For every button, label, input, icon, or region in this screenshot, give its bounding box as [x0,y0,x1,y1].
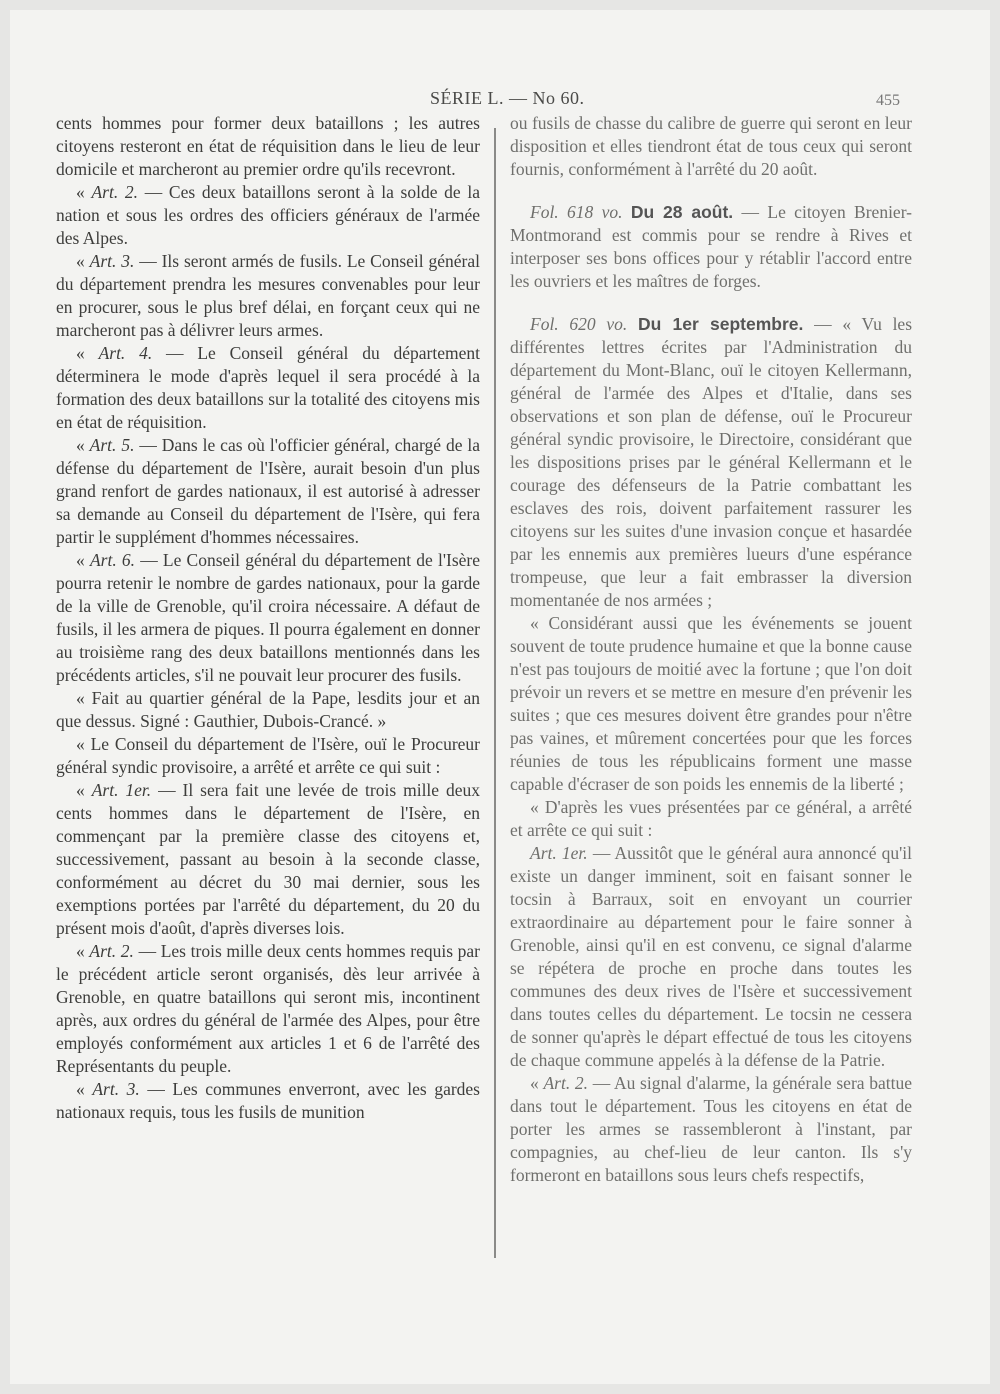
paragraph: « Art. 2. — Ces deux bataillons seront à la solde de la nation et sous les ordres des officiers généraux de l'armée des Alpes. [56,182,481,248]
register-entry: Fol. 618 vo. Du 28 août. — Le citoyen Brenier-Montmorand est commis pour se rendre à Rives et interposer ses bons offices pour y rétablir l'accord entre les ouvriers et les maîtres de forges. [510,202,912,291]
right-column [510,112,912,1187]
left-column [56,112,480,1124]
page-header [10,88,990,114]
paragraph: « Art. 2. — Au signal d'alarme, la générale sera battue dans tout le département. Tous les citoyens en état de porter les armes se rassembleront à l'instant, par compagnies, au chef-lieu de leur canton. Ils s'y formeront en bataillons sous leurs chefs respectifs, [510,1073,912,1185]
register-entry: Fol. 620 vo. Du 1er septembre. — « Vu les différentes lettres écrites par l'Administration du département du Mont-Blanc, ouï le citoyen Kellermann, général de l'armée des Alpes et d'Italie, dans ses observations et son plan de défense, ouï le Procureur général syndic provisoire, le Directoire, considérant que les dispositions prises par le général Kellermann et le courage des défenseurs de la Patrie combattant les esclaves des rois, doivent parfaitement rassurer les citoyens sur les suites d'une invasion conçue et hasardée par les ennemis aux premières lueurs d'une espérance trompeuse, que leur a fait embrasser la diversion momentanée de nos armées ; [510,314,913,610]
paragraph: « Art. 6. — Le Conseil général du département de l'Isère pourra retenir le nombre de gardes nationaux, pour la garde de la ville de Grenoble, qu'il croira nécessaire. A défaut de fusils, il les armera de piques. Il pourra également en donner au troisième rang des deux bataillons mentionnés dans les précédents articles, s'il ne pouvait leur procurer des fusils. [56,550,480,685]
paragraph: cents hommes pour former deux bataillons ; les autres citoyens resteront en état de réquisition dans le lieu de leur domicile et marcheront au premier ordre qu'ils recevront. [56,113,480,179]
page-number: 455 [876,92,900,109]
paragraph: « Fait au quartier général de la Pape, lesdits jour et an que dessus. Signé : Gauthier, Dubois-Crancé. » [56,688,481,731]
paragraph: « Art. 5. — Dans le cas où l'officier général, chargé de la défense du département de l'Isère, aurait besoin d'un plus grand renfort de gardes nationaux, il est autorisé à adresser sa demande au Conseil du département de l'Isère, qui fera partir le supplément d'hommes nécessaires. [56,435,480,547]
paragraph: « Art. 4. — Le Conseil général du département déterminera le mode d'après lequel il sera procédé à la formation des deux bataillons sur la totalité des citoyens mis en état de réquisition. [56,343,480,432]
folio-ref: Fol. 620 vo. [530,314,628,334]
column-divider [494,128,496,1258]
running-title: SÉRIE L. — No 60. [430,88,585,108]
paragraph: « Art. 2. — Les trois mille deux cents hommes requis par le précédent article seront organisés, dès leur arrivée à Grenoble, en quatre bataillons qui seront mis, incontinent après, aux ordres du général de l'armée des Alpes, pour être employés conformément aux articles 1 et 6 de l'arrêté des Représentants du peuple. [56,941,480,1076]
paragraph: « D'après les vues présentées par ce général, a arrêté et arrête ce qui suit : [510,797,912,840]
paragraph: « Art. 3. — Ils seront armés de fusils. Le Conseil général du département prendra les mesures convenables pour leur en procurer, sous le plus bref délai, en forçant ceux qui ne marcheront pas à délivrer leurs armes. [56,251,480,340]
paragraph: « Art. 3. — Les communes enverront, avec les gardes nationaux requis, tous les fusils de munition [56,1079,480,1122]
page-sheet [10,10,990,1384]
entry-date: Du 28 août. [630,202,734,222]
paragraph: Art. 1er. — Aussitôt que le général aura annoncé qu'il existe un danger imminent, soit en faisant sonner le tocsin à Barraux, soit en envoyant un courrier extraordinaire au département pour le faire sonner à Grenoble, ainsi qu'il en est convenu, ce signal d'alarme se répétera de proche en proche dans toutes les communes des deux rives de l'Isère et successivement dans toutes celles du département. Le tocsin ne cessera de sonner qu'après le départ effectué de tous les citoyens de chaque commune appelés à la défense de la Patrie. [510,843,913,1070]
paragraph: ou fusils de chasse du calibre de guerre qui seront en leur disposition et elles tiendront état de tous ceux qui seront fournis, conformément à l'arrêté du 20 août. [510,113,912,179]
folio-ref: Fol. 618 vo. [530,202,623,222]
entry-date: Du 1er septembre. [638,314,804,334]
paragraph: « Le Conseil du département de l'Isère, ouï le Procureur général syndic provisoire, a arrêté et arrête ce qui suit : [56,734,480,777]
paragraph: « Considérant aussi que les événements se jouent souvent de toute prudence humaine et que la bonne cause n'est pas toujours de moitié avec la fortune ; que l'on doit prévoir un revers et se mettre en mesure d'en prévenir les suites ; que ces mesures doivent être grandes pour n'être pas vaines, et mûrement concertées pour que les forces réunies de tous les républicains forment une masse capable d'écraser de son poids les ennemis de la liberté ; [510,613,913,794]
paragraph: « Art. 1er. — Il sera fait une levée de trois mille deux cents hommes dans le département de l'Isère, en commençant par la première classe des citoyens et, successivement, passant au besoin à la seconde classe, conformément au décret du 30 mai dernier, sous les exemptions portées par l'arrêté du département, du 20 du présent mois d'août, d'après diverses lois. [56,780,481,938]
